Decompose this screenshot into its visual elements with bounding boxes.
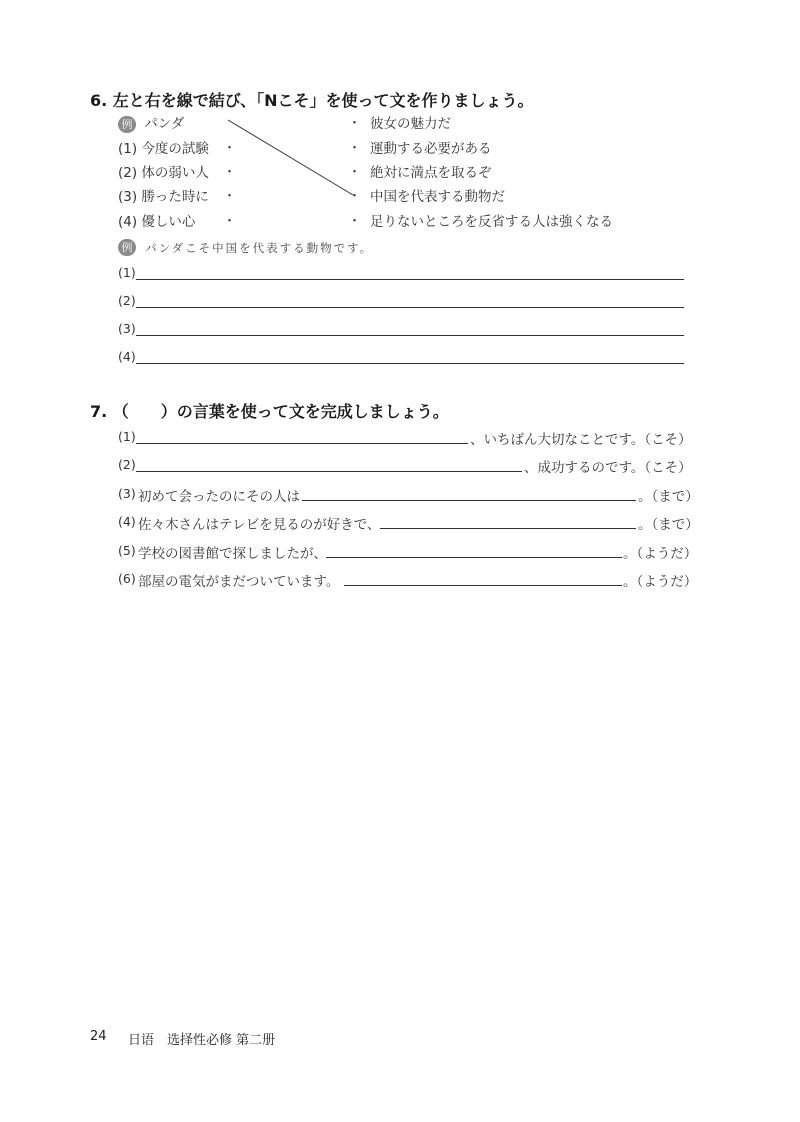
answer-line-3[interactable]	[136, 335, 684, 336]
q7-blank-6[interactable]	[344, 585, 622, 586]
q7-num-1: (1)	[118, 429, 136, 444]
left-bullet-4[interactable]: ・	[223, 214, 237, 229]
q7-post-5: 。（ようだ）	[623, 546, 698, 562]
q7-num-4: (4)	[118, 514, 136, 529]
right-item-2: 運動する必要がある	[370, 141, 492, 157]
q7-post-3: 。（まで）	[638, 489, 699, 505]
example-sentence-row	[118, 237, 373, 256]
q7-blank-5[interactable]	[326, 557, 622, 558]
q7-blank-4[interactable]	[380, 528, 636, 529]
q7-pre-4: 佐々木さんはテレビを見るのが好きで、	[138, 517, 381, 533]
right-item-3: 絶対に満点を取るぞ	[370, 165, 492, 181]
example-badge: 例	[118, 239, 136, 256]
example-sentence: パンダこそ中国を代表する動物です。	[145, 241, 374, 255]
right-item-4: 中国を代表する動物だ	[370, 189, 505, 205]
question-6-title: 6. 左と右を線で結び、「Nこそ」を使って文を作りましょう。	[90, 91, 534, 110]
right-item-1: 彼女の魅力だ	[370, 116, 451, 132]
q7-pre-3: 初めて会ったのにその人は	[138, 489, 300, 505]
left-bullet-2[interactable]: ・	[223, 165, 237, 180]
left-item-2: (2) 体の弱い人	[118, 165, 209, 181]
q7-blank-3[interactable]	[302, 500, 636, 501]
q7-num-3: (3)	[118, 486, 136, 501]
answer-line-1[interactable]	[136, 279, 684, 280]
q7-num-6: (6)	[118, 571, 136, 586]
right-bullet-5[interactable]: ・	[348, 214, 362, 229]
q7-pre-5: 学校の図書館で探しましたが、	[138, 546, 327, 562]
answer-label-4: (4)	[118, 349, 136, 364]
book-title: 日语 选择性必修 第二册	[128, 1033, 276, 1048]
right-bullet-2[interactable]: ・	[348, 141, 362, 156]
example-badge: 例	[118, 116, 136, 133]
q7-post-2: 、成功するのです。（こそ）	[524, 460, 692, 476]
q7-post-1: 、いちばん大切なことです。（こそ）	[470, 432, 692, 448]
question-7-title: 7. （ ）の言葉を使って文を完成しましょう。	[90, 402, 449, 421]
left-item-3: (3) 勝った時に	[118, 189, 209, 205]
answer-line-2[interactable]	[136, 307, 684, 308]
answer-label-2: (2)	[118, 293, 136, 308]
right-bullet-4[interactable]: ・	[348, 189, 362, 204]
right-bullet-3[interactable]: ・	[348, 165, 362, 180]
left-item-4: (4) 優しい心	[118, 214, 196, 230]
left-bullet-3[interactable]: ・	[223, 189, 237, 204]
right-bullet-1[interactable]: ・	[348, 116, 362, 131]
answer-label-3: (3)	[118, 321, 136, 336]
right-item-5: 足りないところを反省する人は強くなる	[370, 214, 613, 230]
q7-num-2: (2)	[118, 457, 136, 472]
q7-num-5: (5)	[118, 543, 136, 558]
q7-blank-2[interactable]	[136, 471, 522, 472]
q7-pre-6: 部屋の電気がまだついています。	[138, 574, 340, 590]
left-bullet-1[interactable]: ・	[223, 141, 237, 156]
q7-post-4: 。（まで）	[638, 517, 699, 533]
q7-blank-1[interactable]	[136, 443, 468, 444]
answer-label-1: (1)	[118, 265, 136, 280]
answer-line-4[interactable]	[136, 363, 684, 364]
page-number: 24	[90, 1029, 107, 1044]
left-item-1: (1) 今度の試験	[118, 141, 209, 157]
left-item-example: パンダ	[144, 116, 185, 132]
q7-post-6: 。（ようだ）	[623, 574, 698, 590]
